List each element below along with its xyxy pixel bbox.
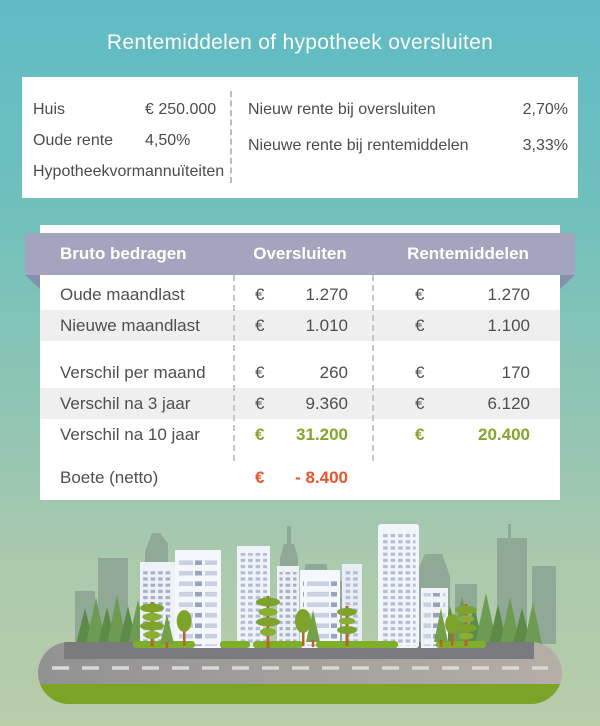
cell-value: 31.200 xyxy=(296,425,348,444)
summary-label: Nieuwe rente bij rentemiddelen xyxy=(248,137,469,154)
summary-value: € 250.000 xyxy=(145,101,217,118)
summary-label: Huis xyxy=(33,101,66,118)
summary-row xyxy=(33,156,224,187)
cell-value: 1.010 xyxy=(305,316,348,335)
currency-symbol: € xyxy=(415,394,425,413)
table-row xyxy=(40,388,560,419)
cell-value: 6.120 xyxy=(487,394,530,413)
row-label: Verschil per maand xyxy=(60,363,206,382)
summary-label: Oude rente xyxy=(33,132,114,149)
summary-row xyxy=(248,130,568,161)
row-label: Oude maandlast xyxy=(60,285,185,304)
cell-value: 1.100 xyxy=(487,316,530,335)
summary-row xyxy=(248,94,568,125)
cell-value: 1.270 xyxy=(487,285,530,304)
building xyxy=(175,550,221,648)
cell-oversluiten xyxy=(233,357,372,388)
currency-symbol: € xyxy=(255,425,265,444)
header-bruto-bedragen: Bruto bedragen xyxy=(60,244,187,263)
cell-value: - 8.400 xyxy=(295,468,348,487)
cell-oversluiten xyxy=(233,388,372,419)
dashed-divider xyxy=(230,91,232,183)
building xyxy=(300,570,340,648)
city-illustration xyxy=(0,496,600,726)
currency-symbol: € xyxy=(415,425,425,444)
cell-oversluiten xyxy=(233,462,372,493)
cell-oversluiten xyxy=(233,310,372,341)
summary-left-column xyxy=(33,94,224,187)
row-label: Verschil na 3 jaar xyxy=(60,394,191,413)
summary-value: 2,70% xyxy=(522,101,568,118)
table-header-ribbon xyxy=(25,233,575,275)
cell-value: 9.360 xyxy=(305,394,348,413)
currency-symbol: € xyxy=(415,363,425,382)
cell-rentemiddelen xyxy=(372,419,560,450)
cell-rentemiddelen xyxy=(372,357,560,388)
summary-value: annuïteiten xyxy=(145,163,225,180)
table-row xyxy=(40,310,560,341)
cell-oversluiten xyxy=(233,419,372,450)
cell-rentemiddelen xyxy=(372,462,560,493)
ribbon-fold-right xyxy=(560,275,575,289)
cell-value: 260 xyxy=(319,363,348,382)
building xyxy=(342,564,362,648)
summary-value: 4,50% xyxy=(145,132,191,149)
cell-value: 20.400 xyxy=(478,425,530,444)
summary-right-column xyxy=(248,94,568,166)
table-row xyxy=(40,462,560,493)
cell-rentemiddelen xyxy=(372,388,560,419)
summary-card xyxy=(22,77,578,198)
currency-symbol: € xyxy=(415,285,425,304)
cell-value: 1.270 xyxy=(305,285,348,304)
table-rows xyxy=(40,279,560,493)
page-title: Rentemiddelen of hypotheek oversluiten xyxy=(106,31,494,54)
currency-symbol: € xyxy=(415,316,425,335)
table-row xyxy=(40,357,560,388)
row-label: Boete (netto) xyxy=(60,468,159,487)
summary-row xyxy=(33,125,224,156)
row-label: Verschil na 10 jaar xyxy=(60,425,200,444)
cell-rentemiddelen xyxy=(372,310,560,341)
header-rentemiddelen: Rentemiddelen xyxy=(407,244,529,263)
currency-symbol: € xyxy=(255,468,265,487)
summary-row xyxy=(33,94,224,125)
building xyxy=(378,524,419,648)
dashed-column-divider xyxy=(233,275,235,461)
summary-label: Hypotheekvorm xyxy=(33,163,146,180)
dashed-column-divider xyxy=(372,275,374,461)
road xyxy=(38,642,562,704)
table-row xyxy=(40,419,560,450)
cell-rentemiddelen xyxy=(372,279,560,310)
currency-symbol: € xyxy=(255,394,265,413)
table-row xyxy=(40,279,560,310)
currency-symbol: € xyxy=(255,285,265,304)
currency-symbol: € xyxy=(255,316,265,335)
summary-label: Nieuw rente bij oversluiten xyxy=(248,101,436,118)
ribbon-fold-left xyxy=(25,275,40,289)
cell-oversluiten xyxy=(233,279,372,310)
row-label: Nieuwe maandlast xyxy=(60,316,200,335)
summary-value: 3,33% xyxy=(522,137,568,154)
building xyxy=(277,566,299,648)
cell-value: 170 xyxy=(501,363,530,382)
currency-symbol: € xyxy=(255,363,265,382)
header-oversluiten: Oversluiten xyxy=(253,244,347,263)
